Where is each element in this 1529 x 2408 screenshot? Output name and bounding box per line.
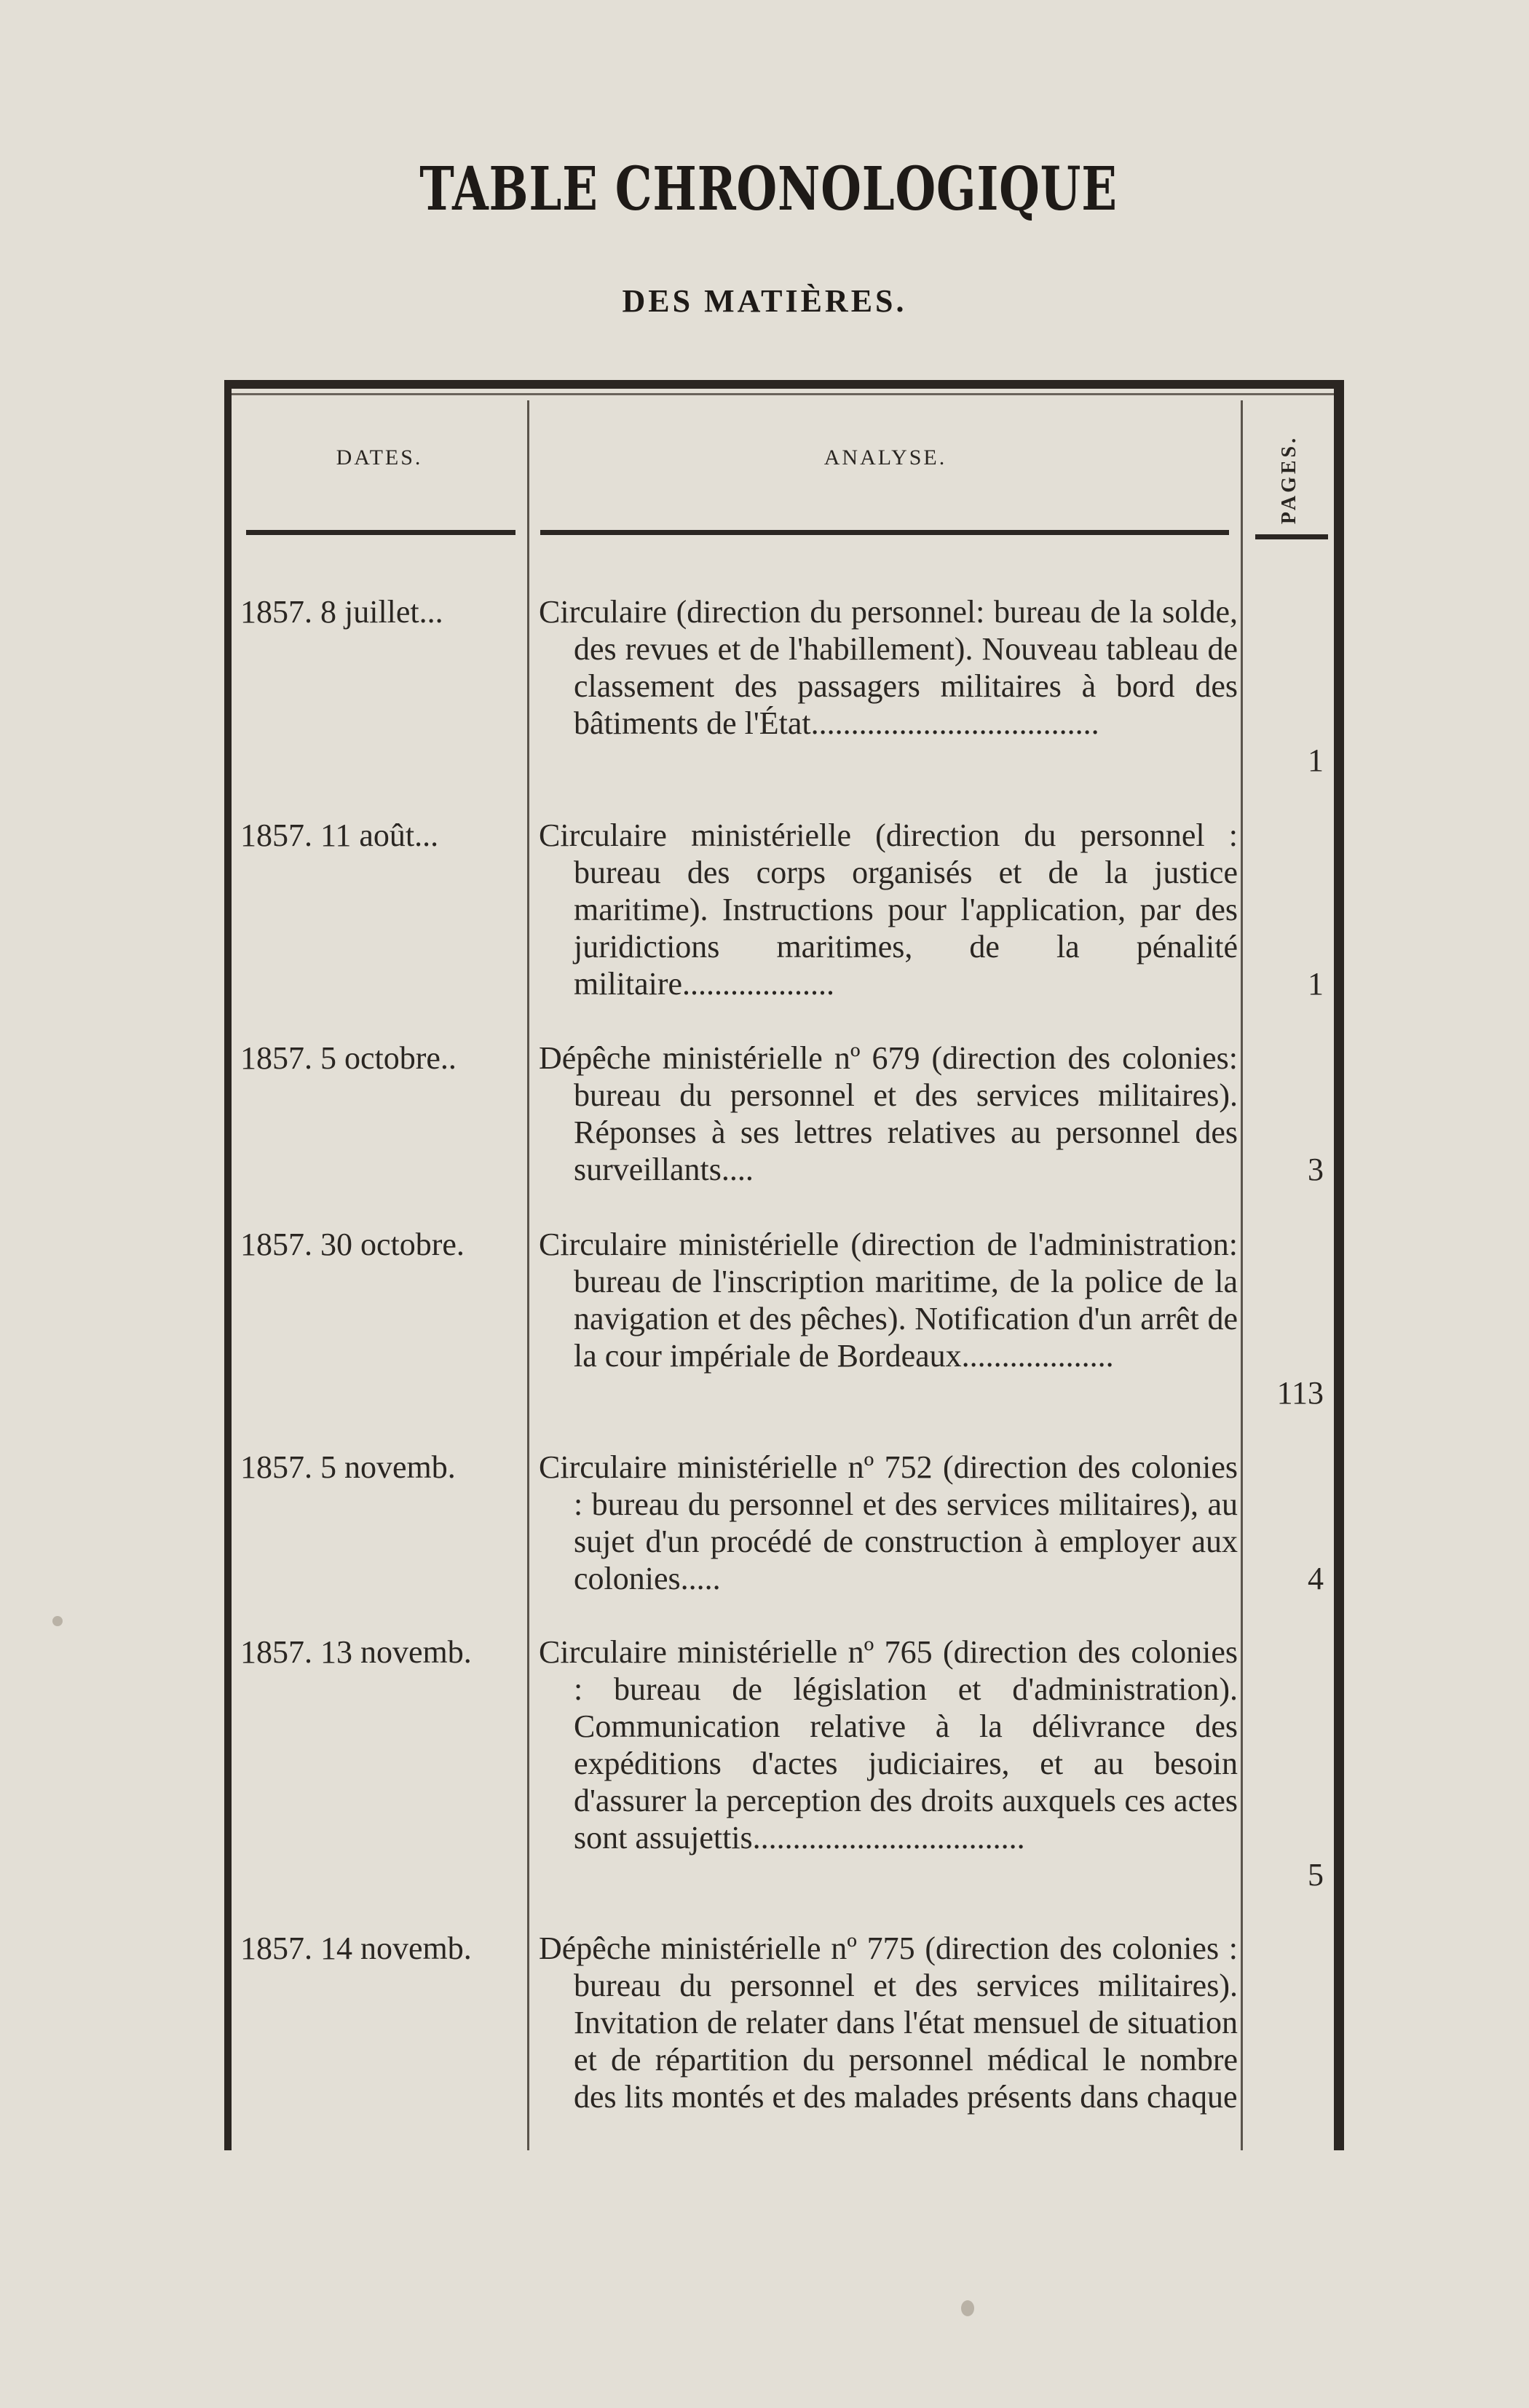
paper-stain [961,2300,974,2316]
table-top-rule-thin [224,393,1344,395]
entry-page: 1 [1308,966,1324,1002]
entry-analyse-text: Circulaire ministérielle nº 752 (direction des colonies : bureau du personnel et des services militaires), au sujet d'un procédé de construction à employer aux colonies..... [539,1449,1238,1596]
entry-date: 1857. 13 novemb. [240,1634,472,1670]
entry-page: 1 [1308,742,1324,778]
entry-analyse [539,593,1238,742]
header-pages-label: PAGES. [1278,435,1300,525]
column-divider-dates [527,400,529,2150]
entry-analyse [539,1930,1238,2115]
entry-page: 113 [1276,1375,1324,1411]
entry-analyse-text: Circulaire ministérielle (direction de l'administration: bureau de l'inscription maritime, de la police de la navigation et des pêches). Notification d'un arrêt de la cour impériale de Bordeaux................... [539,1227,1238,1374]
entry-analyse [539,1633,1238,1856]
table-left-rule [224,380,232,2150]
table-right-rule [1334,380,1344,2150]
header-rule-pages [1255,534,1328,539]
entry-page: 3 [1308,1152,1324,1187]
header-analyse: ANALYSE. [823,445,947,470]
entry-analyse [539,1449,1238,1597]
chronological-table [224,380,1344,2150]
entry-analyse-text: Circulaire ministérielle nº 765 (direction des colonies : bureau de législation et d'administration). Communication relative à la délivrance des expéditions d'actes judiciaires, et au besoin d'assurer la perception des droits auxquels ces actes sont assujettis.................................. [539,1634,1238,1855]
entry-analyse [539,1226,1238,1374]
entry-analyse-text: Dépêche ministérielle nº 775 (direction des colonies : bureau du personnel et des services militaires). Invitation de relater dans l'état mensuel de situation et de répartition du personnel médical le nombre des lits montés et des malades présents dans chaque [539,1930,1238,2115]
page-subtitle: DES MATIÈRES. [622,283,907,319]
table-top-rule [224,380,1344,389]
entry-analyse-text: Dépêche ministérielle nº 679 (direction des colonies: bureau du personnel et des services militaires). Réponses à ses lettres relatives au personnel des surveillants.... [539,1040,1238,1187]
entry-analyse-text: Circulaire (direction du personnel: bureau de la solde, des revues et de l'habillement). Nouveau tableau de classement des passagers militaires à bord des bâtiments de l'État.................................... [539,594,1238,741]
header-pages [1249,425,1330,534]
header-dates: DATES. [336,445,423,470]
entry-analyse-text: Circulaire ministérielle (direction du personnel : bureau des corps organisés et de la justice maritime). Instructions pour l'application, par des juridictions maritimes, de la pénalité militaire................... [539,817,1238,1002]
entry-date: 1857. 5 octobre.. [240,1040,457,1076]
column-divider-pages [1241,400,1243,2150]
entry-page: 4 [1308,1561,1324,1596]
header-rule-analyse [540,530,1229,535]
entry-date: 1857. 30 octobre. [240,1227,465,1262]
entry-page: 5 [1308,1857,1324,1893]
entry-date: 1857. 11 août... [240,817,439,853]
entry-date: 1857. 5 novemb. [240,1449,456,1485]
entry-date: 1857. 8 juillet... [240,594,443,630]
page-title: TABLE CHRONOLOGIQUE [419,154,1118,224]
paper-stain [52,1616,63,1626]
entry-analyse [539,817,1238,1002]
entry-date: 1857. 14 novemb. [240,1930,472,1966]
entry-analyse [539,1039,1238,1188]
header-rule-dates [246,530,515,535]
